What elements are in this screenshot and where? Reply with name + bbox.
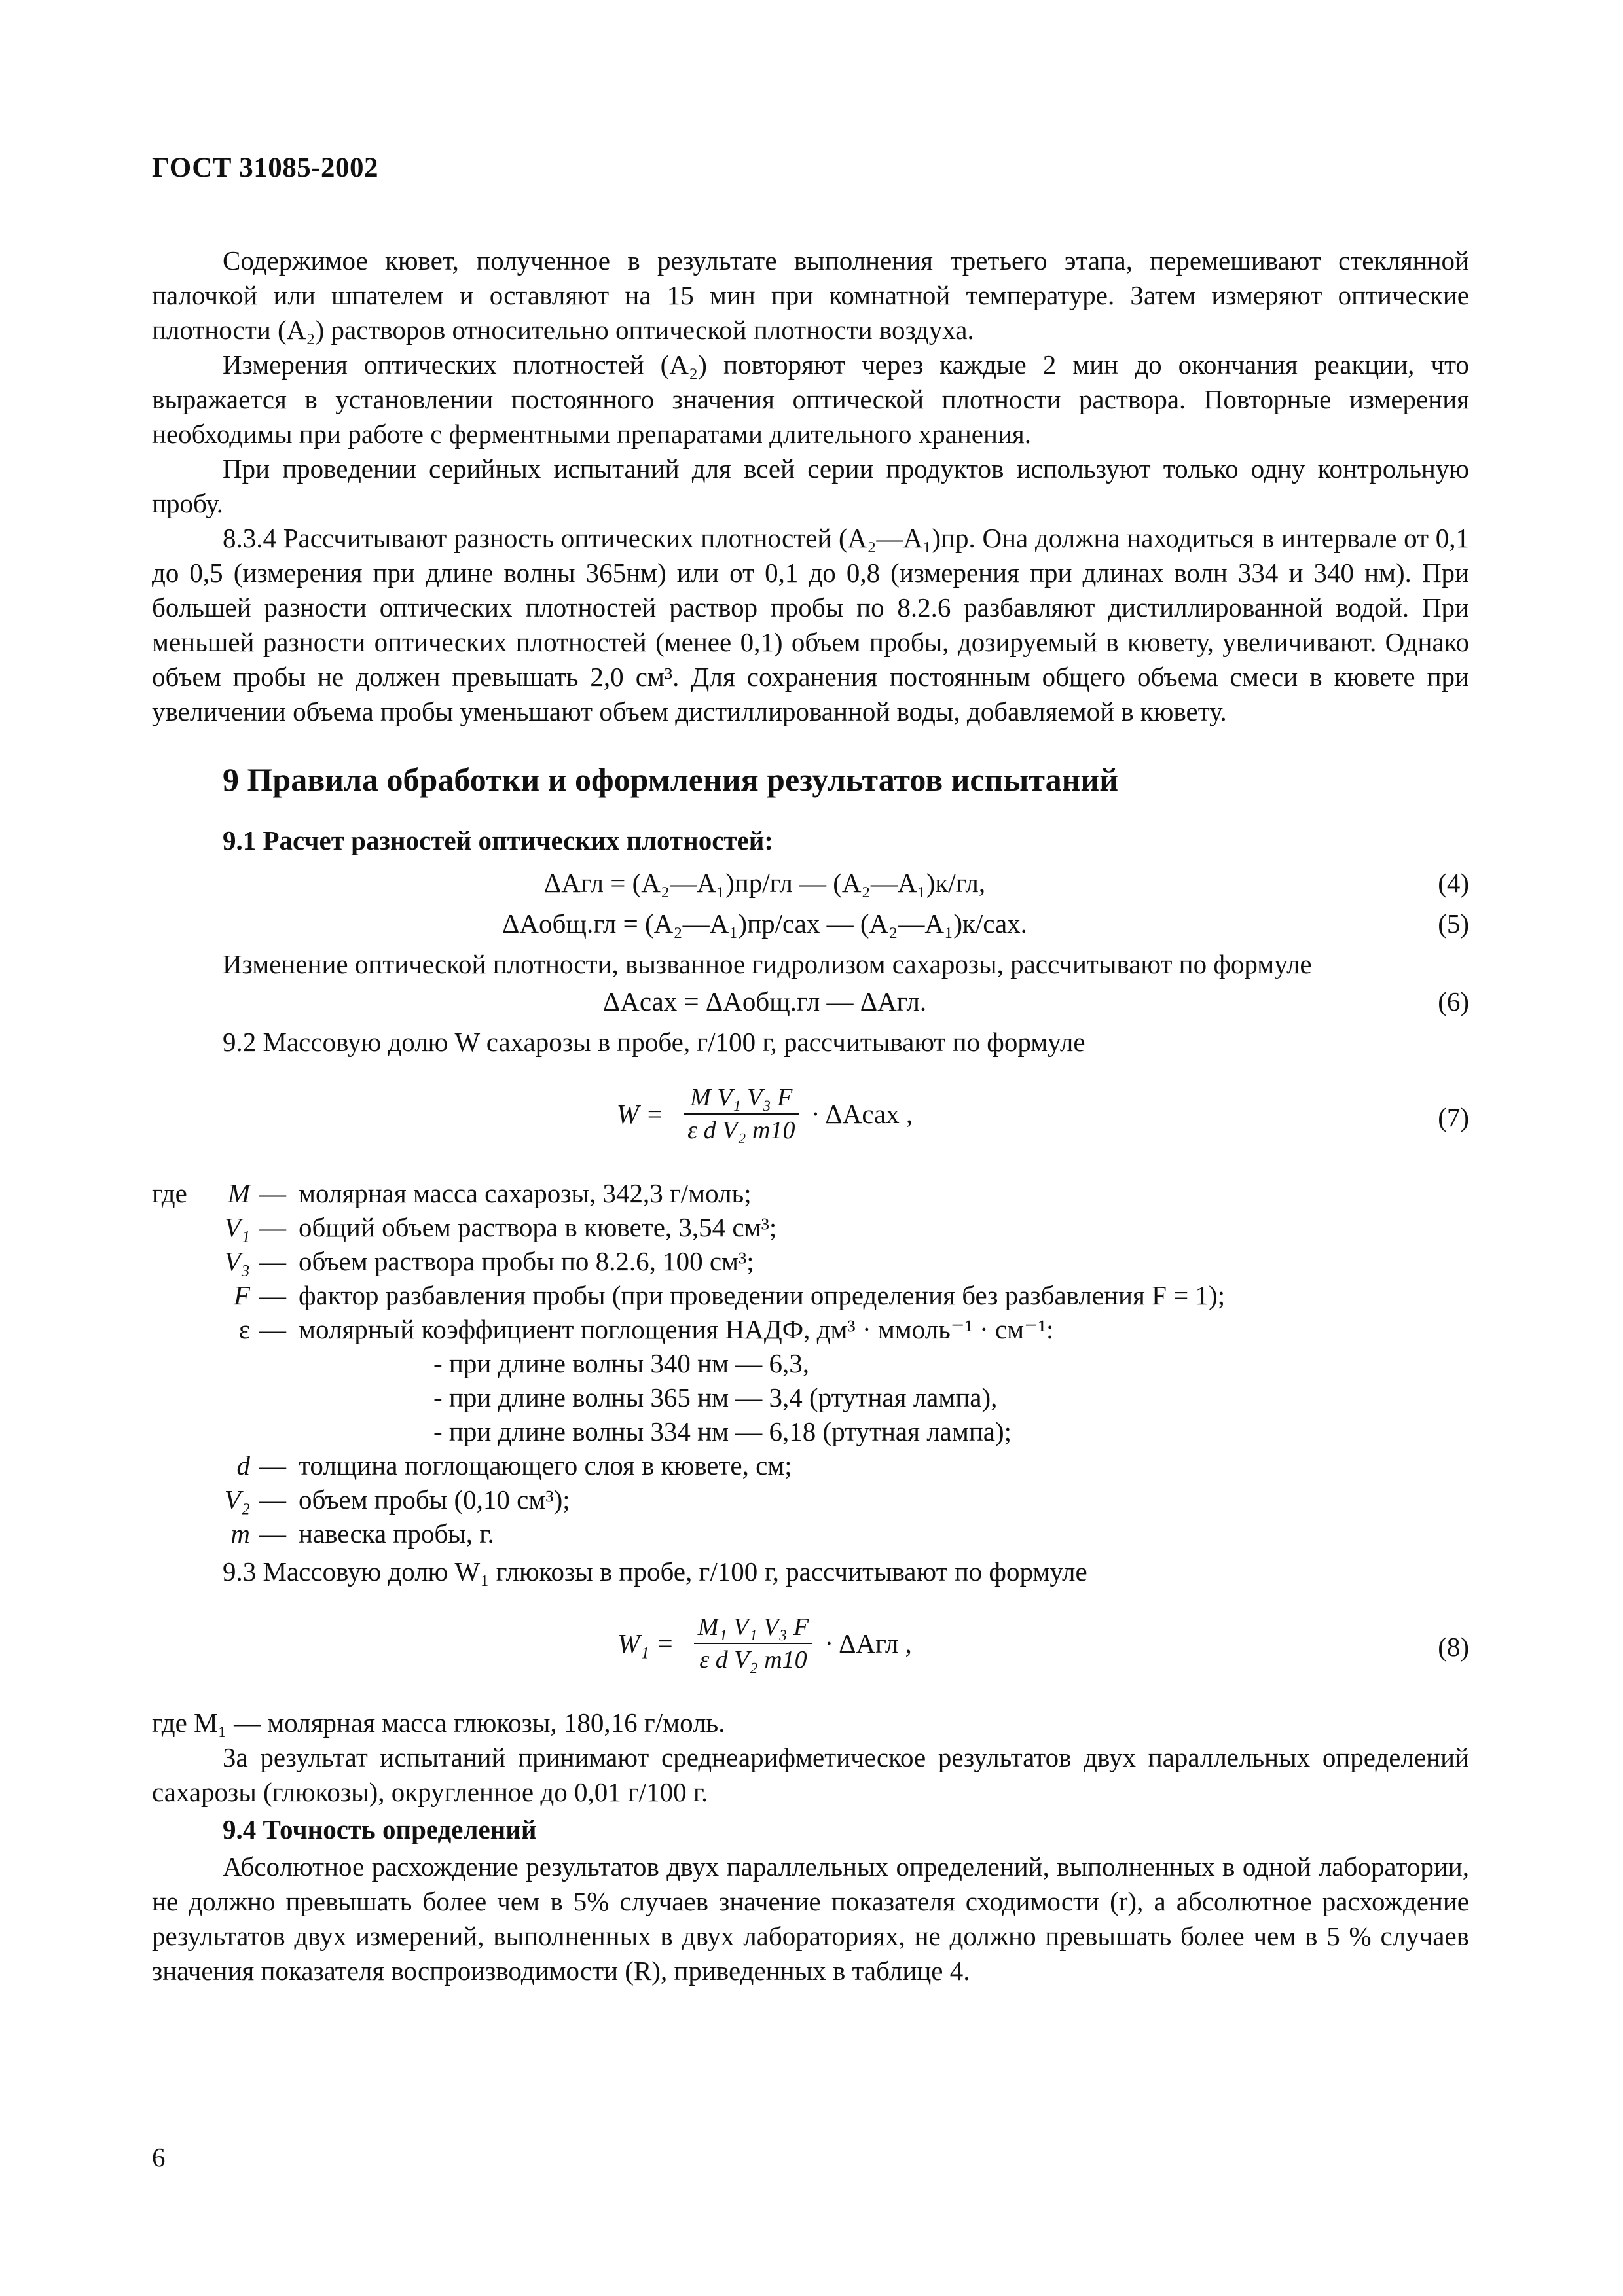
paragraph: Измерения оптических плотностей (A₂) повторяют через каждые 2 мин до окончания реакции, что выражается в установлении постоянного значения оптической плотности раствора. Повторные измерения необходимы при работе с ферментными препаратами длительного хранения. bbox=[152, 350, 1469, 449]
equation-4-number: (4) bbox=[1438, 868, 1469, 898]
definition-text: объем пробы (0,10 см³); bbox=[299, 1484, 570, 1515]
equation-8-number: (8) bbox=[1438, 1632, 1469, 1662]
paragraph: 8.3.4 Рассчитывают разность оптических плотностей (A₂—A₁)пр. Она должна находиться в интервале от 0,1 до 0,5 (измерения при длине волны 365нм) или от 0,1 до 0,8 (измерения при длинах волн 334 и 340 нм). При большей разности оптических плотностей раствор пробы по 8.2.6 разбавляют дистиллированной водой. При меньшей разности оптических плотностей (менее 0,1) объем пробы, дозируемый в кювету, увеличивают. Однако объем пробы не должен превышать 2,0 см³. Для сохранения постоянным общего объема смеси в кювете при увеличении объема пробы уменьшают объем дистиллированной воды, добавляемой в кювету. bbox=[152, 523, 1469, 726]
equation-8-denominator: ε d V₂ m10 bbox=[699, 1646, 807, 1674]
equation-8 bbox=[152, 1605, 1469, 1690]
equation-7-fraction bbox=[684, 1082, 799, 1146]
definition-text: толщина поглощающего слоя в кювете, см; bbox=[299, 1450, 792, 1480]
equation-7-numerator: M V₁ V₃ F bbox=[684, 1082, 799, 1115]
equation-6-number: (6) bbox=[1438, 986, 1469, 1016]
page-number: 6 bbox=[152, 2142, 166, 2172]
definition-text: фактор разбавления пробы (при проведении определения без разбавления F = 1); bbox=[299, 1280, 1226, 1310]
definition-lead: где bbox=[152, 1178, 187, 1208]
equation-8-lhs: W₁ = bbox=[617, 1628, 674, 1659]
page-content bbox=[152, 243, 1469, 1988]
subsection-9-4-heading: 9.4 Точность определений bbox=[223, 1814, 537, 1844]
equation-5-body: ΔAобщ.гл = (A₂—A₁)пр/сах — (A₂—A₁)к/сах. bbox=[502, 908, 1027, 939]
definition-symbol: V₂ bbox=[224, 1484, 250, 1515]
definition-symbol: M bbox=[227, 1178, 250, 1208]
definition-symbol: d bbox=[236, 1450, 250, 1480]
equation-7-lhs: W = bbox=[616, 1098, 664, 1129]
definition-row bbox=[152, 1210, 1469, 1244]
epsilon-value-item: - при длине волны 365 нм — 3,4 (ртутная лампа), bbox=[433, 1382, 998, 1412]
section-9-heading: 9 Правила обработки и оформления результатов испытаний bbox=[223, 761, 1119, 798]
definition-dash: — bbox=[259, 1484, 286, 1515]
subsection-9-1-heading: 9.1 Расчет разностей оптических плотностей: bbox=[223, 825, 774, 855]
equation-6 bbox=[152, 984, 1469, 1022]
definition-symbol: ε bbox=[238, 1314, 250, 1344]
definition-dash: — bbox=[259, 1314, 286, 1344]
paragraph: 9.3 Массовую долю W₁ глюкозы в пробе, г/100 г, рассчитывают по формуле bbox=[223, 1556, 1087, 1587]
equation-7-denominator: ε d V₂ m10 bbox=[687, 1117, 795, 1144]
definition-text: молярный коэффициент поглощения НАДФ, дм³ · ммоль⁻¹ · см⁻¹: bbox=[299, 1314, 1054, 1344]
definition-row bbox=[152, 1516, 1469, 1551]
equation-5-number: (5) bbox=[1438, 908, 1469, 939]
equation-7-number: (7) bbox=[1438, 1102, 1469, 1132]
equation-4-body: ΔAгл = (A₂—A₁)пр/гл — (A₂—A₁)к/гл, bbox=[543, 868, 986, 898]
definition-text: объем раствора пробы по 8.2.6, 100 см³; bbox=[299, 1246, 754, 1276]
definition-row bbox=[152, 1482, 1469, 1516]
paragraph: Содержимое кювет, полученное в результате выполнения третьего этапа, перемешивают стеклянной палочкой или шпателем и оставляют на 15 мин при комнатной температуре. Затем измеряют оптические плотности (A₂) растворов относительно оптической плотности воздуха. bbox=[152, 245, 1469, 345]
definition-row bbox=[152, 1448, 1469, 1482]
definition-row bbox=[152, 1278, 1469, 1312]
equation-5 bbox=[152, 906, 1469, 944]
equation-4 bbox=[152, 866, 1469, 904]
definition-symbol: V₁ bbox=[224, 1212, 250, 1242]
equation-6-body: ΔAсах = ΔAобщ.гл — ΔAгл. bbox=[602, 986, 927, 1016]
definition-dash: — bbox=[259, 1450, 286, 1480]
paragraph: 9.2 Массовую долю W сахарозы в пробе, г/100 г, рассчитывают по формуле bbox=[223, 1027, 1085, 1057]
definition-row bbox=[152, 1312, 1469, 1346]
paragraph: Изменение оптической плотности, вызванное гидролизом сахарозы, рассчитывают по формуле bbox=[223, 949, 1312, 979]
definition-dash: — bbox=[259, 1246, 286, 1276]
definition-symbol: F bbox=[233, 1280, 250, 1310]
definition-symbol: V₃ bbox=[224, 1246, 250, 1276]
definition-text: общий объем раствора в кювете, 3,54 см³; bbox=[299, 1212, 777, 1242]
epsilon-value-item: - при длине волны 340 нм — 6,3, bbox=[433, 1348, 810, 1378]
epsilon-value-item: - при длине волны 334 нм — 6,18 (ртутная лампа); bbox=[433, 1416, 1012, 1446]
definition-row bbox=[152, 1176, 1469, 1210]
definition-dash: — bbox=[259, 1178, 286, 1208]
definition-dash: — bbox=[259, 1212, 286, 1242]
equation-8-tail: · ΔAгл , bbox=[824, 1628, 912, 1659]
definition-symbol: m bbox=[230, 1518, 250, 1549]
equation-7-tail: · ΔAсах , bbox=[811, 1098, 913, 1129]
paragraph: Абсолютное расхождение результатов двух параллельных определений, выполненных в одной лаборатории, не должно превышать более чем в 5% случаев значение показателя сходимости (r), а абсолютное расхождение результатов двух измерений, выполненных в двух лабораториях, не должно превышать более чем в 5 % случаев значения показателя воспроизводимости (R), приведенных в таблице 4. bbox=[152, 1852, 1469, 1986]
definition-text: навеска пробы, г. bbox=[299, 1518, 494, 1549]
equation-8-fraction bbox=[694, 1611, 812, 1676]
definition-text: молярная масса сахарозы, 342,3 г/моль; bbox=[299, 1178, 752, 1208]
paragraph: При проведении серийных испытаний для всей серии продуктов используют только одну контрольную пробу. bbox=[152, 454, 1469, 518]
paragraph: где M₁ — молярная масса глюкозы, 180,16 г/моль. bbox=[152, 1708, 725, 1738]
equation-8-numerator: M₁ V₁ V₃ F bbox=[694, 1611, 812, 1644]
definition-row bbox=[152, 1244, 1469, 1278]
definition-dash: — bbox=[259, 1518, 286, 1549]
equation-7 bbox=[152, 1075, 1469, 1160]
document-code-header: ГОСТ 31085-2002 bbox=[152, 152, 379, 183]
paragraph: За результат испытаний принимают среднеарифметическое результатов двух параллельных определений сахарозы (глюкозы), округленное до 0,01 г/100 г. bbox=[152, 1742, 1469, 1807]
definition-dash: — bbox=[259, 1280, 286, 1310]
variable-definitions bbox=[152, 1176, 1469, 1551]
